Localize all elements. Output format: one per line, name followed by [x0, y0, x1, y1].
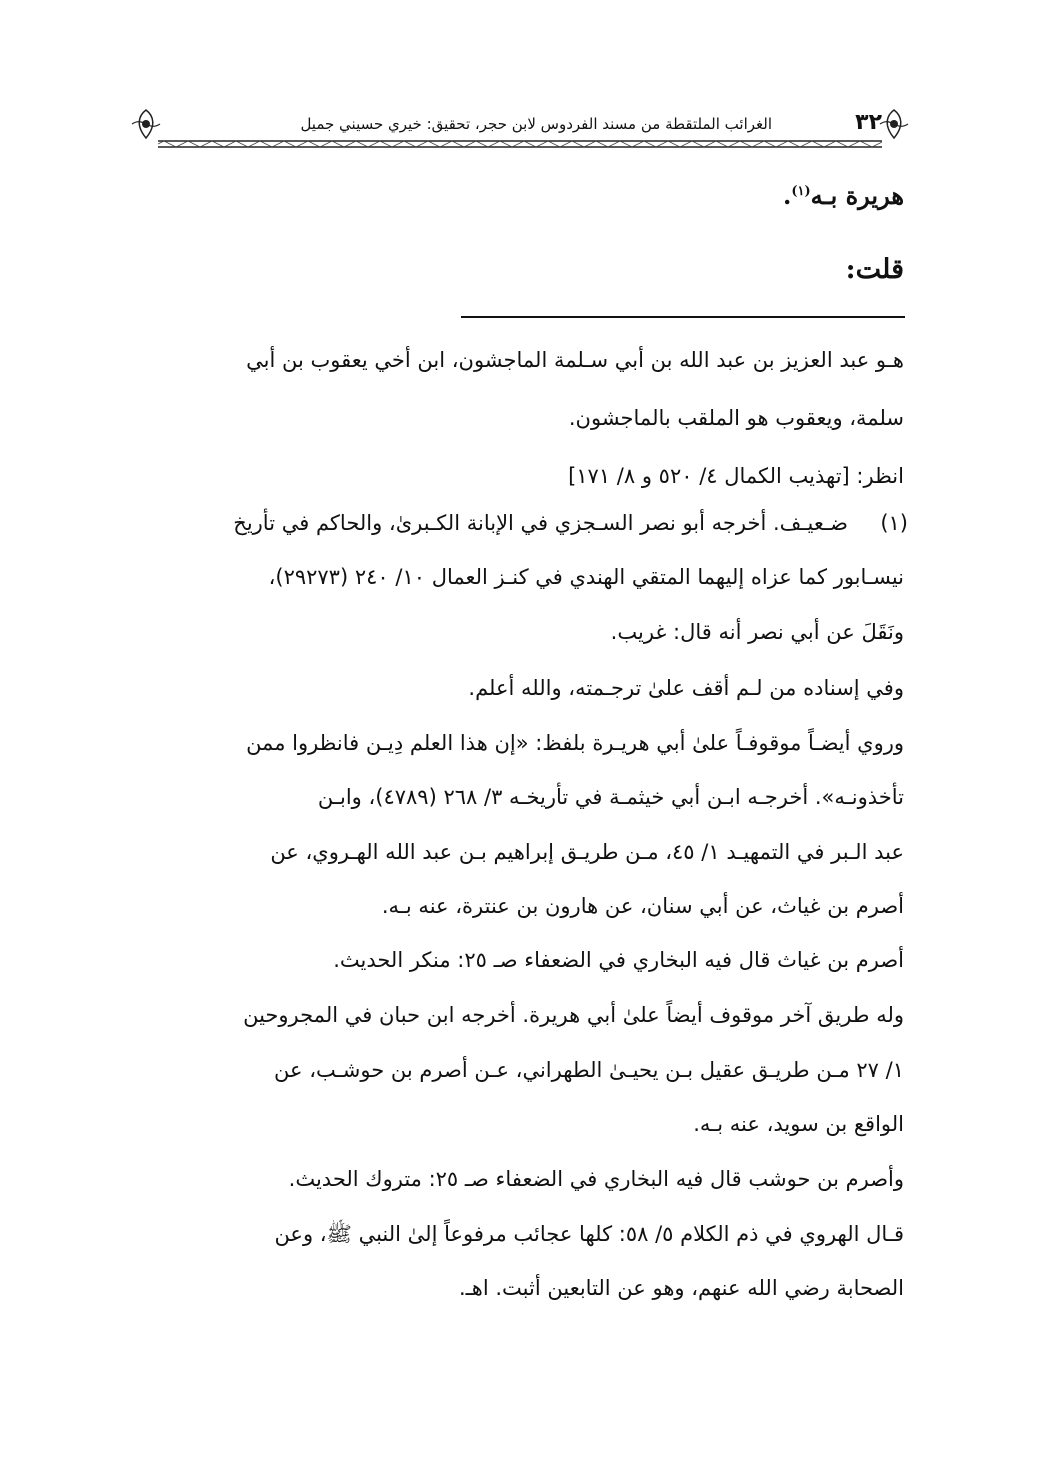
floral-ornament-right-icon	[876, 106, 912, 142]
page-number: ٣٢	[855, 110, 882, 135]
note-line: أصرم بن غياث، عن أبي سنان، عن هارون بن عنترة، عنه بـه.	[381, 894, 904, 918]
note-line: عبد الـبر في التمهيـد ١/ ٤٥، مـن طريـق إبراهيم بـن عبد الله الهـروي، عن	[270, 840, 904, 864]
note-line: قـال الهروي في ذم الكلام ٥/ ٥٨: كلها عجائب مرفوعاً إلىٰ النبي ﷺ، وعن	[274, 1222, 904, 1246]
page-header	[128, 100, 912, 150]
note-line: الصحابة رضي الله عنهم، وهو عن التابعين أثبت. اهـ.	[458, 1276, 904, 1300]
main-text-end: .	[783, 181, 792, 210]
note-line: نيسـابور كما عزاه إليهما المتقي الهندي في كنـز العمال ١٠/ ٢٤٠ (٢٩٢٧٣)،	[268, 565, 904, 589]
main-text-line	[180, 176, 904, 212]
note-line: ضـعيـف. أخرجه أبو نصر السـجزي في الإبانة الكـبرىٰ، والحاكم في تأريخ	[233, 511, 848, 535]
floral-ornament-left-icon	[128, 106, 164, 142]
header-decorative-rule	[158, 140, 882, 148]
main-text: هريرة بـه	[810, 181, 904, 210]
note-line: تأخذونـه». أخرجـه ابـن أبي خيثمـة في تأريخـه ٣/ ٢٦٨ (٤٧٨٩)، وابـن	[317, 785, 904, 809]
note-line: سلمة، ويعقوب هو الملقب بالماجشون.	[568, 406, 904, 430]
footnote-separator	[461, 316, 905, 318]
note-line: هـو عبد العزيز بن عبد الله بن أبي سـلمة الماجشون، ابن أخي يعقوب بن أبي	[246, 348, 904, 372]
footnote-marker: (١)	[880, 511, 908, 535]
note-line: الواقع بن سويد، عنه بـه.	[693, 1112, 904, 1136]
note-line: ١/ ٢٧ مـن طريـق عقيل بـن يحيـىٰ الطهراني، عـن أصرم بن حوشـب، عن	[274, 1058, 904, 1082]
note-line: وأصرم بن حوشب قال فيه البخاري في الضعفاء صـ ٢٥: متروك الحديث.	[288, 1167, 904, 1191]
note-line: أصرم بن غياث قال فيه البخاري في الضعفاء صـ ٢٥: منكر الحديث.	[333, 948, 904, 972]
note-line: وله طريق آخر موقوف أيضاً علىٰ أبي هريرة. أخرجه ابن حبان في المجروحين	[243, 1003, 904, 1027]
note-line: وروي أيضـاً موقوفـاً علىٰ أبي هريـرة بلفظ: «إن هذا العلم دِيـن فانظروا ممن	[246, 731, 904, 755]
note-line: وفي إسناده من لـم أقف علىٰ ترجـمته، والله أعلم.	[468, 676, 904, 700]
footnote-reference: (١)	[791, 184, 811, 199]
note-line: ونَقَلَ عن أبي نصر أنه قال: غريب.	[610, 620, 904, 644]
note-line: انظر: [تهذيب الكمال ٤/ ٥٢٠ و ٨/ ١٧١]	[568, 464, 904, 488]
running-title: الغرائب الملتقطة من مسند الفردوس لابن حجر، تحقيق: خيري حسيني جميل	[300, 115, 772, 133]
section-heading: قلت:	[845, 254, 904, 285]
